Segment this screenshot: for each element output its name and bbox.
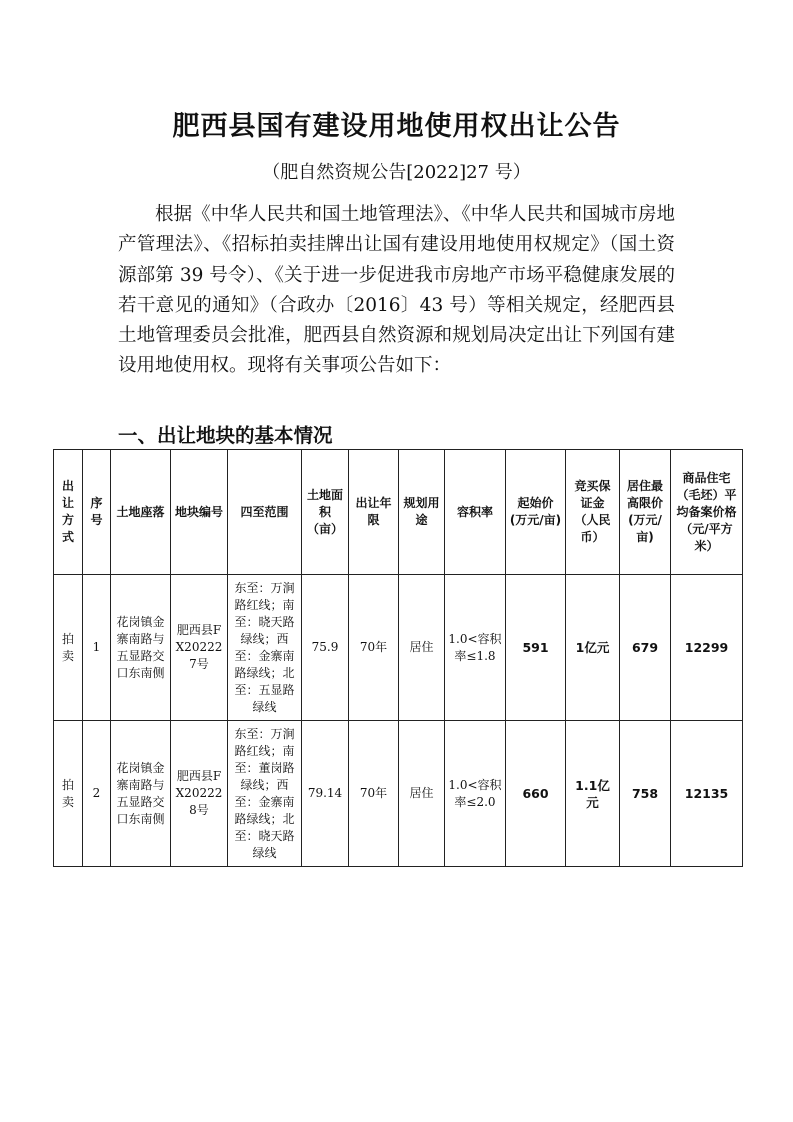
cell-far: 1.0<容积率≤2.0 [445,721,506,867]
cell-location: 花岗镇金寨南路与五显路交口东南侧 [111,575,171,721]
table-row [54,575,743,721]
cell-area: 79.14 [302,721,349,867]
cell-max-price: 679 [620,575,671,721]
plots-table [53,449,743,867]
cell-no: 2 [83,721,111,867]
cell-no: 1 [83,575,111,721]
cell-deposit: 1.1亿元 [566,721,620,867]
cell-term: 70年 [349,575,399,721]
cell-far: 1.0<容积率≤1.8 [445,575,506,721]
section-heading: 一、出让地块的基本情况 [118,424,333,447]
cell-method: 拍卖 [54,721,83,867]
column-header: 土地面积（亩） [302,450,349,575]
column-header: 起始价(万元/亩) [506,450,566,575]
cell-method: 拍卖 [54,575,83,721]
cell-area: 75.9 [302,575,349,721]
cell-avg-price: 12299 [671,575,743,721]
cell-plot-id: 肥西县FX202228号 [171,721,228,867]
cell-plot-id: 肥西县FX202227号 [171,575,228,721]
intro-paragraph: 根据《中华人民共和国土地管理法》、《中华人民共和国城市房地产管理法》、《招标拍卖挂牌出让国有建设用地使用权规定》（国土资源部第 39 号令）、《关于进一步促进我市房地产市场平稳健康发展的若干意见的通知》（合政办〔2016〕43 号）等相关规定，经肥西县土地管理委员会批准，肥西县自然资源和规划局决定出让下列国有建设用地使用权。现将有关事项公告如下： [118,204,675,377]
cell-term: 70年 [349,721,399,867]
column-header: 居住最高限价(万元/亩) [620,450,671,575]
column-header: 商品住宅（毛坯）平均备案价格（元/平方米） [671,450,743,575]
column-header: 序号 [83,450,111,575]
column-header: 四至范围 [228,450,302,575]
table-row [54,721,743,867]
cell-deposit: 1亿元 [566,575,620,721]
cell-location: 花岗镇金寨南路与五显路交口东南侧 [111,721,171,867]
table-header-row [54,450,743,575]
column-header: 竞买保证金（人民币） [566,450,620,575]
cell-use: 居住 [399,721,445,867]
column-header: 出让年限 [349,450,399,575]
column-header: 地块编号 [171,450,228,575]
cell-avg-price: 12135 [671,721,743,867]
cell-boundary: 东至：万涧路红线；南至：董岗路绿线；西至：金寨南路绿线；北至：晓天路绿线 [228,721,302,867]
cell-boundary: 东至：万涧路红线；南至：晓天路绿线；西至：金寨南路绿线；北至：五显路绿线 [228,575,302,721]
column-header: 出让方式 [54,450,83,575]
column-header: 规划用途 [399,450,445,575]
cell-max-price: 758 [620,721,671,867]
cell-start-price: 660 [506,721,566,867]
cell-use: 居住 [399,575,445,721]
document-number: （肥自然资规公告[2022]27 号） [262,162,531,183]
page-title: 肥西县国有建设用地使用权出让公告 [172,111,621,142]
column-header: 容积率 [445,450,506,575]
cell-start-price: 591 [506,575,566,721]
column-header: 土地座落 [111,450,171,575]
